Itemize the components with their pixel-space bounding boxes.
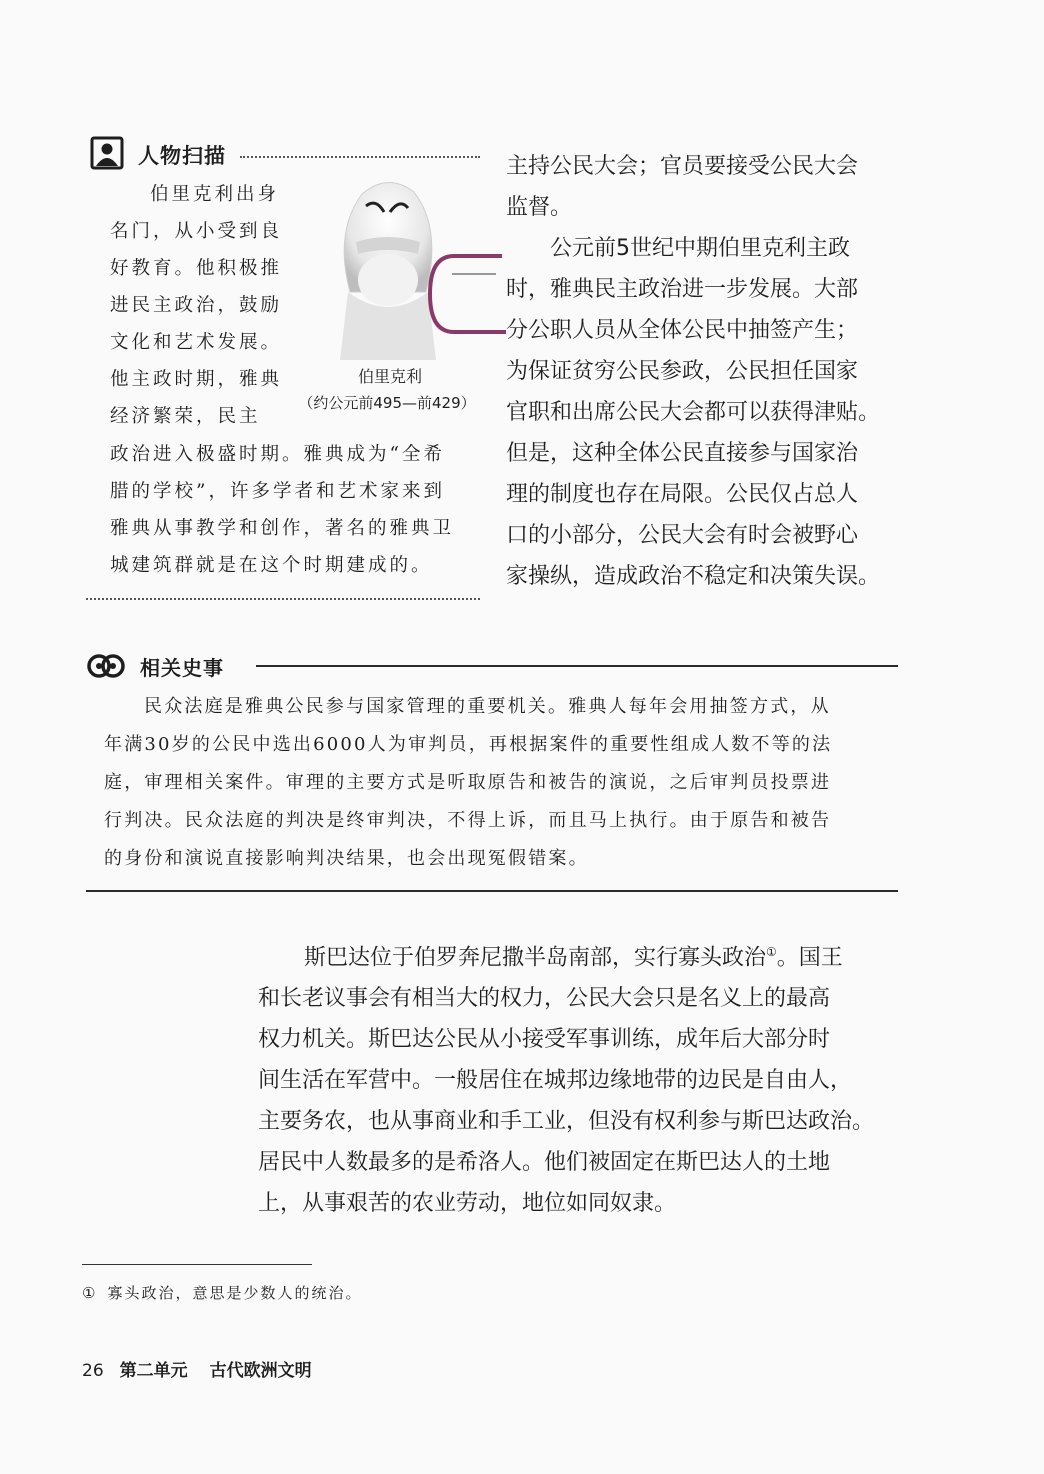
related-history-line: 的身份和演说直接影响判决结果，也会出现冤假错案。	[104, 848, 589, 869]
related-history-body	[104, 688, 894, 878]
body-line: 理的制度也存在局限。公民仅占总人	[506, 482, 859, 507]
box-dotted-rule-top	[240, 156, 480, 158]
footnote-reference[interactable]: ①	[766, 945, 777, 959]
related-history-line: 民众法庭是雅典公民参与国家管理的重要机关。雅典人每年会用抽签方式，从	[144, 696, 831, 717]
unit-label: 第二单元	[119, 1361, 188, 1381]
people-scan-text-narrow	[110, 176, 290, 435]
people-scan-line: 进民主政治，鼓励	[110, 295, 283, 316]
sparta-line: 和长老议事会有相当大的权力，公民大会只是名义上的最高	[258, 986, 831, 1012]
body-line: 监督。	[506, 195, 573, 220]
sparta-line	[258, 932, 908, 978]
sparta-line: 权力机关。斯巴达公民从小接受军事训练，成年后大部分时	[258, 1027, 831, 1053]
footnote-text: 寡头政治，意思是少数人的统治。	[107, 1284, 363, 1302]
people-scan-text-wide	[110, 436, 480, 584]
people-scan-line: 城建筑群就是在这个时期建成的。	[110, 555, 433, 576]
people-scan-line: 他主政时期，雅典	[110, 369, 283, 390]
person-portrait-icon	[90, 136, 124, 170]
related-history-swirl-icon	[86, 648, 126, 684]
body-line: 官职和出席公民大会都可以获得津贴。	[506, 400, 881, 425]
body-line: 分公职人员从全体公民中抽签产生；	[506, 318, 859, 343]
people-scan-line: 文化和艺术发展。	[110, 332, 283, 353]
related-history-line: 庭，审理相关案件。审理的主要方式是听取原告和被告的演说，之后审判员投票进	[104, 772, 832, 793]
sparta-paragraph	[258, 932, 908, 1224]
sparta-line-text: 斯巴达位于伯罗奔尼撒半岛南部，实行寡头政治	[304, 945, 767, 971]
related-history-line: 年满30岁的公民中选出6000人为审判员，再根据案件的重要性组成人数不等的法	[104, 734, 833, 755]
body-line: 主持公民大会；官员要接受公民大会	[506, 154, 859, 179]
people-scan-line: 名门，从小受到良	[110, 221, 283, 242]
unit-title: 古代欧洲文明	[209, 1361, 312, 1381]
people-scan-line: 政治进入极盛时期。雅典成为“全希	[110, 444, 445, 465]
sparta-line: 上，从事艰苦的农业劳动，地位如同奴隶。	[258, 1191, 677, 1217]
related-history-rule-bottom	[86, 890, 898, 892]
body-line: 家操纵，造成政治不稳定和决策失误。	[506, 564, 881, 589]
footnote-mark: ①	[82, 1284, 98, 1302]
box-dotted-rule-bottom	[86, 598, 480, 600]
related-history-line: 行判决。民众法庭的判决是终审判决，不得上诉，而且马上执行。由于原告和被告	[104, 810, 832, 831]
sparta-line: 主要务农，也从事商业和手工业，但没有权利参与斯巴达政治。	[258, 1109, 875, 1135]
people-scan-heading: 人物扫描	[138, 144, 226, 168]
sparta-line: 居民中人数最多的是希洛人。他们被固定在斯巴达人的土地	[258, 1150, 831, 1176]
sparta-line: 间生活在军营中。一般居住在城邦边缘地带的边民是自由人，	[258, 1068, 853, 1094]
people-scan-line: 经济繁荣，民主	[110, 406, 261, 427]
body-line: 公元前5世纪中期伯里克利主政	[550, 236, 850, 261]
main-text-right-column	[506, 146, 906, 597]
sparta-line-text: 。国王	[776, 945, 843, 971]
portrait-caption-name: 伯里克利	[357, 367, 422, 386]
portrait-caption-dates: （约公元前495—前429）	[298, 394, 476, 412]
people-scan-line: 好教育。他积极推	[110, 258, 283, 279]
people-scan-line: 雅典从事教学和创作，著名的雅典卫	[110, 518, 455, 539]
body-line: 为保证贫穷公民参政，公民担任国家	[506, 359, 859, 384]
highlight-bracket-mark	[422, 250, 512, 340]
body-line: 时，雅典民主政治进一步发展。大部	[506, 277, 859, 302]
page-number: 26	[82, 1361, 104, 1381]
footnote	[82, 1282, 362, 1303]
related-history-heading: 相关史事	[140, 656, 224, 680]
people-scan-line: 伯里克利出身	[150, 184, 280, 205]
people-scan-line: 腊的学校”，许多学者和艺术家来到	[110, 481, 445, 502]
related-history-rule-top	[256, 665, 898, 667]
page-footer	[82, 1356, 312, 1381]
body-line: 口的小部分，公民大会有时会被野心	[506, 523, 859, 548]
body-line: 但是，这种全体公民直接参与国家治	[506, 441, 859, 466]
footnote-separator	[82, 1264, 312, 1265]
